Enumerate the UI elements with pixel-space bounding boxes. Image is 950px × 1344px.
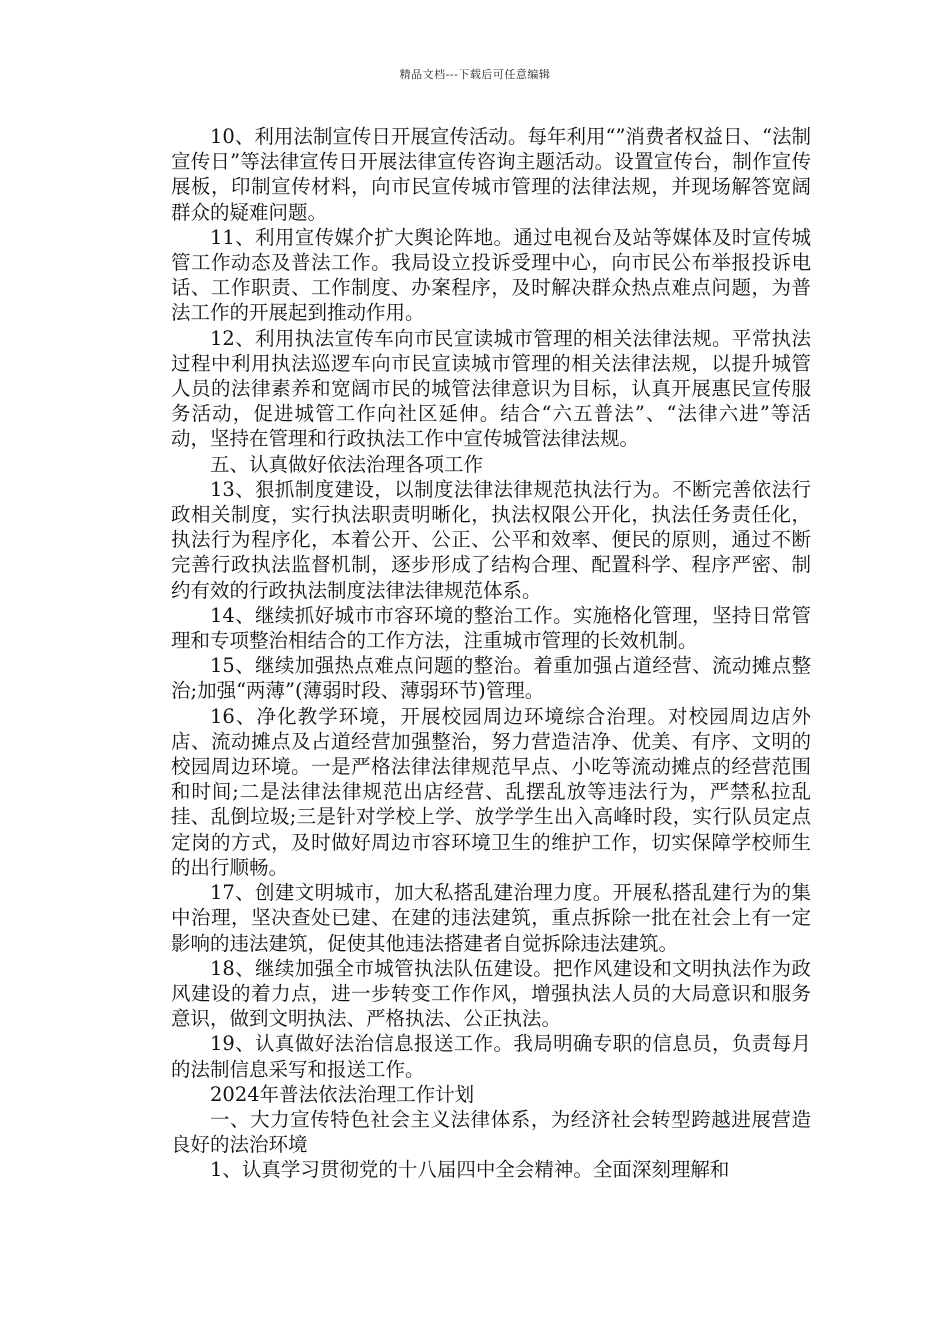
paragraph-item-17: 17、创建文明城市，加大私搭乱建治理力度。开展私搭乱建行为的集中治理，坚决查处已建、在建的违法建筑，重点拆除一批在社会上有一定影响的违法建筑，促使其他违法搭建者自觉拆除违法建筑。 — [171, 881, 811, 955]
paragraph-item-15: 15、继续加强热点难点问题的整治。着重加强占道经营、流动摊点整治;加强“两薄”(薄弱时段、薄弱环节)管理。 — [171, 654, 811, 703]
section-heading-1: 一、大力宣传特色社会主义法律体系，为经济社会转型跨越进展营造良好的法治环境 — [171, 1107, 811, 1157]
paragraph-item-13: 13、狠抓制度建设，以制度法律法律规范执法行为。不断完善依法行政相关制度，实行执法职责明晰化，执法权限公开化，执法任务责任化，执法行为程序化，本着公开、公正、公平和效率、便民的原则，通过不断完善行政执法监督机制，逐步形成了结构合理、配置科学、程序严密、制约有效的行政执法制度法律法律规范体系。 — [171, 477, 811, 602]
paragraph-item-18: 18、继续加强全市城管执法队伍建设。把作风建设和文明执法作为政风建设的着力点，进一步转变工作作风，增强执法人员的大局意识和服务意识，做到文明执法、严格执法、公正执法。 — [171, 956, 811, 1031]
paragraph-item-19: 19、认真做好法治信息报送工作。我局明确专职的信息员，负责每月的法制信息采写和报送工作。 — [171, 1032, 811, 1081]
document-body — [171, 124, 811, 1183]
paragraph-item-1: 1、认真学习贯彻党的十八届四中全会精神。全面深刻理解和 — [210, 1158, 730, 1182]
paragraph-item-10: 10、利用法制宣传日开展宣传活动。每年利用“”消费者权益日、“法制宣传日”等法律宣传日开展法律宣传咨询主题活动。设置宣传台，制作宣传展板，印制宣传材料，向市民宣传城市管理的法律法规，并现场解答宽阔群众的疑难问题。 — [171, 125, 811, 224]
page-header: 精品文档---下载后可任意编辑 — [399, 68, 551, 81]
paragraph-item-11: 11、利用宣传媒介扩大舆论阵地。通过电视台及站等媒体及时宣传城管工作动态及普法工作。我局设立投诉受理中心，向市民公布举报投诉电话、工作职责、工作制度、办案程序，及时解决群众热点难点问题，为普法工作的开展起到推动作用。 — [171, 225, 811, 325]
section-heading-5: 五、认真做好依法治理各项工作 — [210, 452, 484, 476]
paragraph-item-12: 12、利用执法宣传车向市民宣读城市管理的相关法律法规。平常执法过程中利用执法巡逻车向市民宣读城市管理的相关法律法规，以提升城管人员的法律素养和宽阔市民的城管法律意识为目标，认真开展惠民宣传服务活动，促进城管工作向社区延伸。结合“六五普法”、“法律六进”等活动，坚持在管理和行政执法工作中宣传城管法律法规。 — [171, 326, 811, 451]
paragraph-item-16: 16、净化教学环境，开展校园周边环境综合治理。对校园周边店外店、流动摊点及占道经营加强整治，努力营造洁净、优美、有序、文明的校园周边环境。一是严格法律法律规范早点、小吃等流动摊点的经营范围和时间;二是法律法律规范出店经营、乱摆乱放等违法行为，严禁私拉乱挂、乱倒垃圾;三是针对学校上学、放学学生出入高峰时段，实行队员定点定岗的方式，及时做好周边市容环境卫生的维护工作，切实保障学校师生的出行顺畅。 — [171, 704, 811, 879]
plan-title: 2024年普法依法治理工作计划 — [210, 1082, 475, 1106]
paragraph-item-14: 14、继续抓好城市市容环境的整治工作。实施格化管理，坚持日常管理和专项整治相结合的工作方法，注重城市管理的长效机制。 — [171, 603, 811, 653]
